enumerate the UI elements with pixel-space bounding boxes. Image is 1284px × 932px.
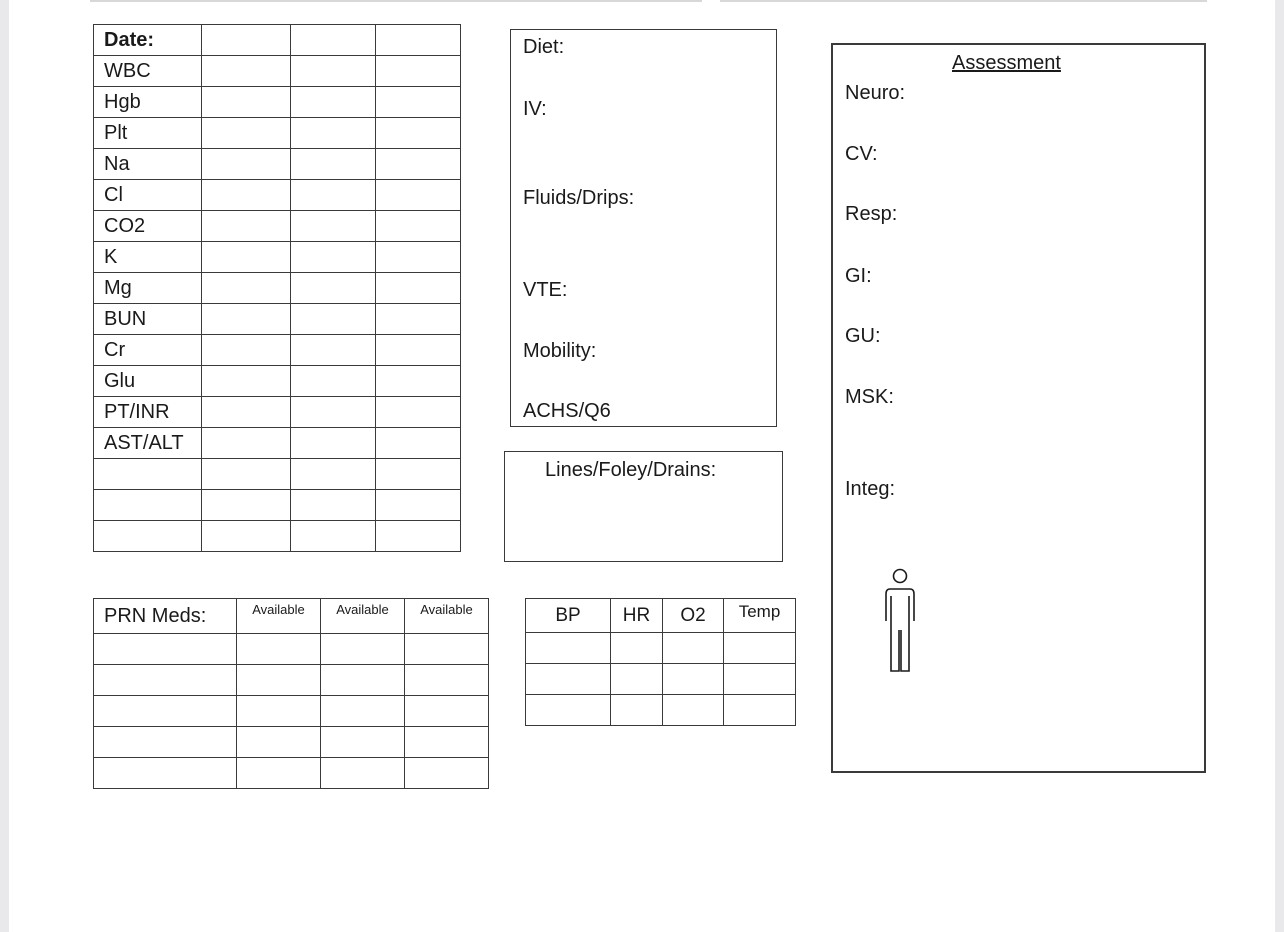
prn-cell[interactable] xyxy=(321,727,405,758)
prn-cell[interactable] xyxy=(237,696,321,727)
assessment-box xyxy=(831,43,1206,773)
labs-cell[interactable] xyxy=(376,242,461,273)
labs-row xyxy=(94,490,461,521)
labs-row-label: Mg xyxy=(94,273,202,304)
assessment-neuro: Neuro: xyxy=(845,82,906,104)
page-top-rule xyxy=(720,0,1207,2)
assessment-cv: CV: xyxy=(845,143,878,165)
labs-cell[interactable] xyxy=(291,149,376,180)
vte-label: VTE: xyxy=(523,279,568,301)
assessment-msk: MSK: xyxy=(845,386,894,408)
labs-table xyxy=(93,24,461,552)
labs-cell[interactable] xyxy=(291,397,376,428)
labs-cell[interactable] xyxy=(376,25,461,56)
labs-cell[interactable] xyxy=(291,56,376,87)
assessment-gu: GU: xyxy=(845,325,881,347)
vitals-cell[interactable] xyxy=(724,664,796,695)
prn-cell[interactable] xyxy=(237,758,321,789)
prn-cell[interactable] xyxy=(405,758,489,789)
vitals-column-header: BP xyxy=(526,599,611,633)
labs-cell[interactable] xyxy=(376,149,461,180)
prn-cell[interactable] xyxy=(94,634,237,665)
labs-row-label: CO2 xyxy=(94,211,202,242)
labs-row-label: Cl xyxy=(94,180,202,211)
page-edge-right xyxy=(1275,0,1284,932)
labs-row-label: Plt xyxy=(94,118,202,149)
vitals-column-header: Temp xyxy=(724,599,796,633)
labs-date-header: Date: xyxy=(94,25,202,56)
person-outline-icon xyxy=(878,568,922,676)
labs-row-label: AST/ALT xyxy=(94,428,202,459)
labs-cell[interactable] xyxy=(202,242,291,273)
labs-row xyxy=(94,56,461,87)
labs-cell[interactable] xyxy=(202,25,291,56)
labs-cell[interactable] xyxy=(291,428,376,459)
labs-cell[interactable] xyxy=(202,149,291,180)
assessment-integ: Integ: xyxy=(845,478,896,500)
labs-row-label: PT/INR xyxy=(94,397,202,428)
labs-row xyxy=(94,149,461,180)
labs-cell[interactable] xyxy=(291,459,376,490)
labs-row-label: K xyxy=(94,242,202,273)
vitals-cell[interactable] xyxy=(611,664,663,695)
fluids-label: Fluids/Drips: xyxy=(523,187,635,209)
labs-cell[interactable] xyxy=(202,490,291,521)
labs-row-label: Na xyxy=(94,149,202,180)
assessment-resp: Resp: xyxy=(845,203,898,225)
labs-cell[interactable] xyxy=(291,242,376,273)
prn-cell[interactable] xyxy=(237,727,321,758)
labs-row xyxy=(94,335,461,366)
labs-cell[interactable] xyxy=(376,490,461,521)
labs-row xyxy=(94,459,461,490)
labs-cell[interactable] xyxy=(202,335,291,366)
labs-cell[interactable] xyxy=(291,304,376,335)
labs-cell[interactable] xyxy=(376,211,461,242)
labs-row xyxy=(94,87,461,118)
labs-cell[interactable] xyxy=(202,273,291,304)
labs-cell[interactable] xyxy=(291,366,376,397)
labs-cell[interactable] xyxy=(291,490,376,521)
labs-row-label xyxy=(94,490,202,521)
labs-cell[interactable] xyxy=(291,118,376,149)
vitals-cell[interactable] xyxy=(526,664,611,695)
labs-row-label: BUN xyxy=(94,304,202,335)
prn-column-header: Available xyxy=(321,599,405,634)
page-top-rule xyxy=(90,0,702,2)
page-edge-left xyxy=(0,0,9,932)
prn-row xyxy=(94,758,489,789)
labs-cell[interactable] xyxy=(202,87,291,118)
prn-cell[interactable] xyxy=(321,634,405,665)
labs-cell[interactable] xyxy=(202,56,291,87)
labs-row-label: Glu xyxy=(94,366,202,397)
labs-cell[interactable] xyxy=(291,335,376,366)
labs-cell[interactable] xyxy=(291,87,376,118)
diet-label: Diet: xyxy=(523,36,565,58)
labs-cell[interactable] xyxy=(376,428,461,459)
labs-cell[interactable] xyxy=(376,397,461,428)
prn-cell[interactable] xyxy=(405,634,489,665)
labs-cell[interactable] xyxy=(202,180,291,211)
labs-cell[interactable] xyxy=(376,459,461,490)
prn-cell[interactable] xyxy=(405,696,489,727)
labs-row-label: WBC xyxy=(94,56,202,87)
prn-meds-table xyxy=(93,598,489,789)
labs-row xyxy=(94,118,461,149)
labs-cell[interactable] xyxy=(291,273,376,304)
labs-row xyxy=(94,273,461,304)
prn-column-header: Available xyxy=(405,599,489,634)
prn-cell[interactable] xyxy=(94,758,237,789)
labs-row xyxy=(94,397,461,428)
prn-row xyxy=(94,696,489,727)
prn-cell[interactable] xyxy=(321,665,405,696)
prn-column-header: Available xyxy=(237,599,321,634)
labs-cell[interactable] xyxy=(291,521,376,552)
labs-row xyxy=(94,521,461,552)
assessment-gi: GI: xyxy=(845,265,872,287)
labs-cell[interactable] xyxy=(376,366,461,397)
labs-cell[interactable] xyxy=(202,366,291,397)
vitals-cell[interactable] xyxy=(663,633,724,664)
mobility-label: Mobility: xyxy=(523,340,597,362)
prn-cell[interactable] xyxy=(321,758,405,789)
vitals-cell[interactable] xyxy=(663,695,724,726)
vitals-row xyxy=(526,695,796,726)
labs-cell[interactable] xyxy=(376,521,461,552)
labs-row-label xyxy=(94,521,202,552)
labs-cell[interactable] xyxy=(291,211,376,242)
orders-box xyxy=(510,29,777,427)
lines-box xyxy=(504,451,783,562)
prn-cell[interactable] xyxy=(237,634,321,665)
vitals-row xyxy=(526,633,796,664)
labs-cell[interactable] xyxy=(376,87,461,118)
labs-cell[interactable] xyxy=(376,335,461,366)
prn-row xyxy=(94,727,489,758)
prn-row xyxy=(94,665,489,696)
labs-cell[interactable] xyxy=(376,304,461,335)
prn-cell[interactable] xyxy=(94,665,237,696)
labs-cell[interactable] xyxy=(202,397,291,428)
vitals-cell[interactable] xyxy=(724,695,796,726)
vitals-cell[interactable] xyxy=(611,633,663,664)
labs-row-label: Hgb xyxy=(94,87,202,118)
vitals-cell[interactable] xyxy=(611,695,663,726)
labs-row xyxy=(94,242,461,273)
labs-cell[interactable] xyxy=(202,118,291,149)
prn-row xyxy=(94,634,489,665)
labs-row xyxy=(94,211,461,242)
vitals-cell[interactable] xyxy=(526,695,611,726)
labs-row xyxy=(94,428,461,459)
labs-cell[interactable] xyxy=(376,273,461,304)
labs-row-label: Cr xyxy=(94,335,202,366)
vitals-column-header: HR xyxy=(611,599,663,633)
vitals-cell[interactable] xyxy=(724,633,796,664)
prn-cell[interactable] xyxy=(405,727,489,758)
labs-cell[interactable] xyxy=(291,25,376,56)
labs-cell[interactable] xyxy=(202,211,291,242)
prn-cell[interactable] xyxy=(405,665,489,696)
prn-cell[interactable] xyxy=(94,696,237,727)
iv-label: IV: xyxy=(523,98,547,120)
vitals-column-header: O2 xyxy=(663,599,724,633)
labs-cell[interactable] xyxy=(202,304,291,335)
vitals-row xyxy=(526,664,796,695)
prn-cell[interactable] xyxy=(321,696,405,727)
achs-label: ACHS/Q6 xyxy=(523,400,611,422)
labs-row-label xyxy=(94,459,202,490)
labs-cell[interactable] xyxy=(376,180,461,211)
labs-cell[interactable] xyxy=(291,180,376,211)
prn-meds-label: PRN Meds: xyxy=(94,599,237,634)
labs-row xyxy=(94,366,461,397)
labs-cell[interactable] xyxy=(376,118,461,149)
labs-row xyxy=(94,304,461,335)
labs-cell[interactable] xyxy=(202,521,291,552)
assessment-title: Assessment xyxy=(952,52,1061,74)
vitals-cell[interactable] xyxy=(526,633,611,664)
lines-label: Lines/Foley/Drains: xyxy=(545,459,717,481)
prn-cell[interactable] xyxy=(237,665,321,696)
labs-cell[interactable] xyxy=(202,428,291,459)
labs-row xyxy=(94,180,461,211)
labs-cell[interactable] xyxy=(376,56,461,87)
labs-cell[interactable] xyxy=(202,459,291,490)
vitals-table xyxy=(525,598,796,726)
vitals-cell[interactable] xyxy=(663,664,724,695)
prn-cell[interactable] xyxy=(94,727,237,758)
